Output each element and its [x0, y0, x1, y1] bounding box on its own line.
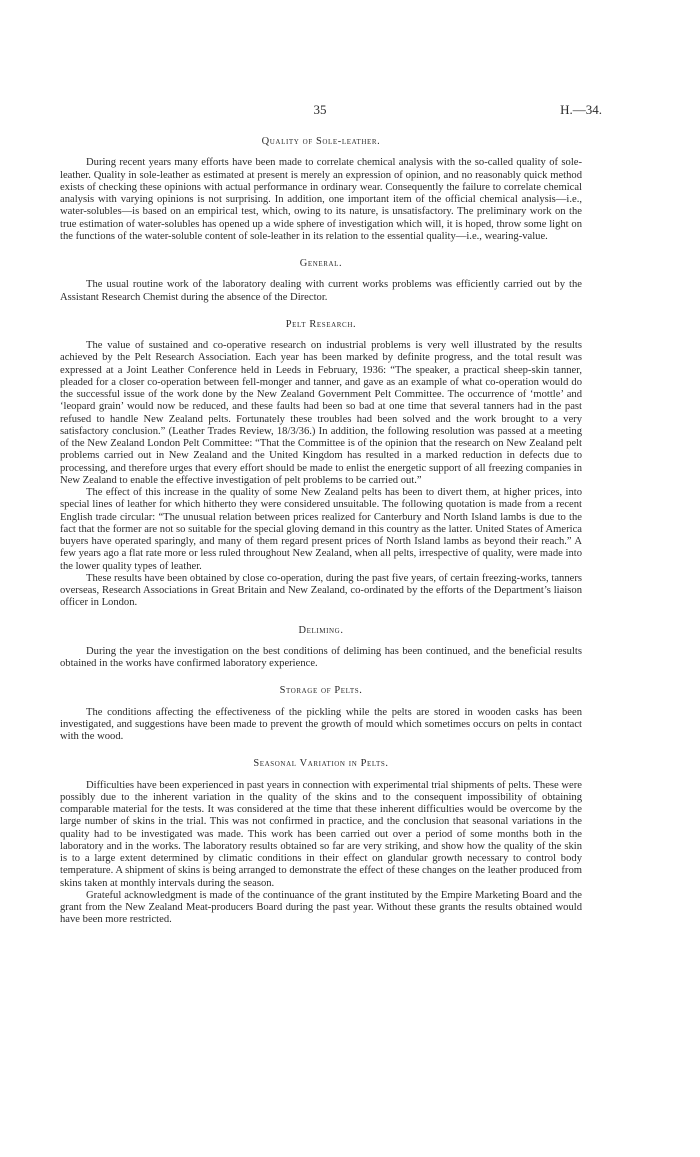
section-storage-of-pelts — [60, 685, 582, 743]
paragraph: During the year the investigation on the best conditions of deliming has been continued, and the beneficial results obtained in the works have confirmed laboratory experience. — [60, 645, 582, 669]
paragraph: The usual routine work of the laboratory dealing with current works problems was efficiently carried out by the Assistant Research Chemist during the absence of the Director. — [60, 279, 582, 303]
paragraph: Difficulties have been experienced in past years in connection with experimental trial shipments of pelts. These were possibly due to the inherent variation in the quality of the skins and to the consequent impossibility of obtaining comparable material for the tests. It was considered at the time that these inherent difficulties would be overcome by the large number of skins in the trial. This was not confirmed in practice, and the conclusion that seasonal variations in the quality had to be investigated was made. This work has been carried out over a period of some months both in the laboratory and in the works. The laboratory results obtained so far are very striking, and show how the quality of the skin is to a large extent determined by climatic conditions in their effect on glandular growth necessary to control body temperature. A shipment of skins is being arranged to demonstrate the effect of these changes on the leather produced from skins taken at monthly intervals during the season. — [60, 779, 582, 889]
section-pelt-research — [60, 319, 582, 610]
section-heading: Seasonal Variation in Pelts. — [253, 758, 389, 770]
paragraph: The conditions affecting the effectiveness of the pickling while the pelts are stored in wooden casks has been investigated, and suggestions have been made to prevent the growth of mould which sometimes occurs on pelts in contact with the wood. — [60, 706, 582, 742]
page-number: 35 — [313, 102, 327, 117]
section-heading: Storage of Pelts. — [279, 685, 363, 697]
paragraph: The effect of this increase in the quality of some New Zealand pelts has been to divert them, at higher prices, into special lines of leather for which hitherto they were considered unsuitable. The following quotation is made from a recent English trade circular: “The unusual relation between prices realized for Canterbury and North Island lambs is due to the fact that the former are not so suitable for the special gloving demand in this country as the latter. United States of America buyers have operated sparingly, and many of them regard present prices of North Island lambs as beyond their reach.” A few years ago a flat rate more or less ruled throughout New Zealand, when all pelts, irrespective of quality, were made into the lower quality types of leather. — [60, 487, 582, 572]
section-general — [60, 258, 582, 304]
section-heading: Deliming. — [298, 624, 344, 636]
section-heading: Quality of Sole-leather. — [261, 136, 381, 147]
section-heading: General. — [299, 258, 343, 269]
page-body — [60, 136, 582, 942]
section-heading: Pelt Research. — [285, 318, 357, 330]
paragraph: The value of sustained and co-operative research on industrial problems is very well illustrated by the results achieved by the Pelt Research Association. Each year has been marked by definite progress, and the total result was expressed at a Joint Leather Conference held in Leeds in February, 1936: “The speaker, a practical sheep-skin tanner, pleaded for a closer co-operation between fell-monger and tanner, and gave as an example of what co-operation would do the successful issue of the work done by the New Zealand Government Pelt Committee. The occurrence of ‘mottle’ and ‘leopard grain’ would now be reduced, and these faults had been so bad at one time that several tanners had in the past refused to handle New Zealand pelts. Fortunately these troubles had been solved and the work brought to a very satisfactory conclusion.” (Leather Trades Review, 18/3/36.) In addition, the following resolution was passed at a meeting of the New Zealand London Pelt Committee: “That the Committee is of the opinion that the research on New Zealand pelt problems carried out in New Zealand and the United Kingdom has resulted in a marked reduction in defects due to processing, and therefore urges that every effort should be made to enlist the energetic support of all freezing companies in New Zealand to enable the effective investigation of pelt problems to be carried out.” — [60, 340, 582, 486]
section-deliming — [60, 625, 582, 671]
paragraph: Grateful acknowledgment is made of the continuance of the grant instituted by the Empire Marketing Board and the grant from the New Zealand Meat-producers Board during the past year. Without these grants the results obtained would have been more restricted. — [60, 889, 582, 926]
paragraph: During recent years many efforts have been made to correlate chemical analysis with the so-called quality of sole-leather. Quality in sole-leather as estimated at present is merely an expression of opinion, and no reasonably quick method exists of checking these opinions with actual performance in ordinary wear. Consequently the failure to correlate chemical analysis with varying opinions is not surprising. In addition, one important item of the official chemical analysis—i.e., water-solubles—is based on an empirical test, which, owing to its nature, is unsatisfactory. The preliminary work on the true estimation of water-solubles has opened up a wide sphere of investigation which will, it is hoped, throw some light on the functions of the water-soluble content of sole-leather in its relation to the essential quality—i.e., wearing-value. — [60, 157, 582, 242]
document-reference: H.—34. — [560, 102, 602, 117]
section-quality-of-sole-leather — [60, 136, 582, 243]
section-seasonal-variation-in-pelts — [60, 758, 582, 926]
paragraph: These results have been obtained by close co-operation, during the past five years, of certain freezing-works, tanners overseas, Research Associations in Great Britain and New Zealand, co-ordinated by the efforts of the Department’s liaison officer in London. — [60, 572, 582, 609]
